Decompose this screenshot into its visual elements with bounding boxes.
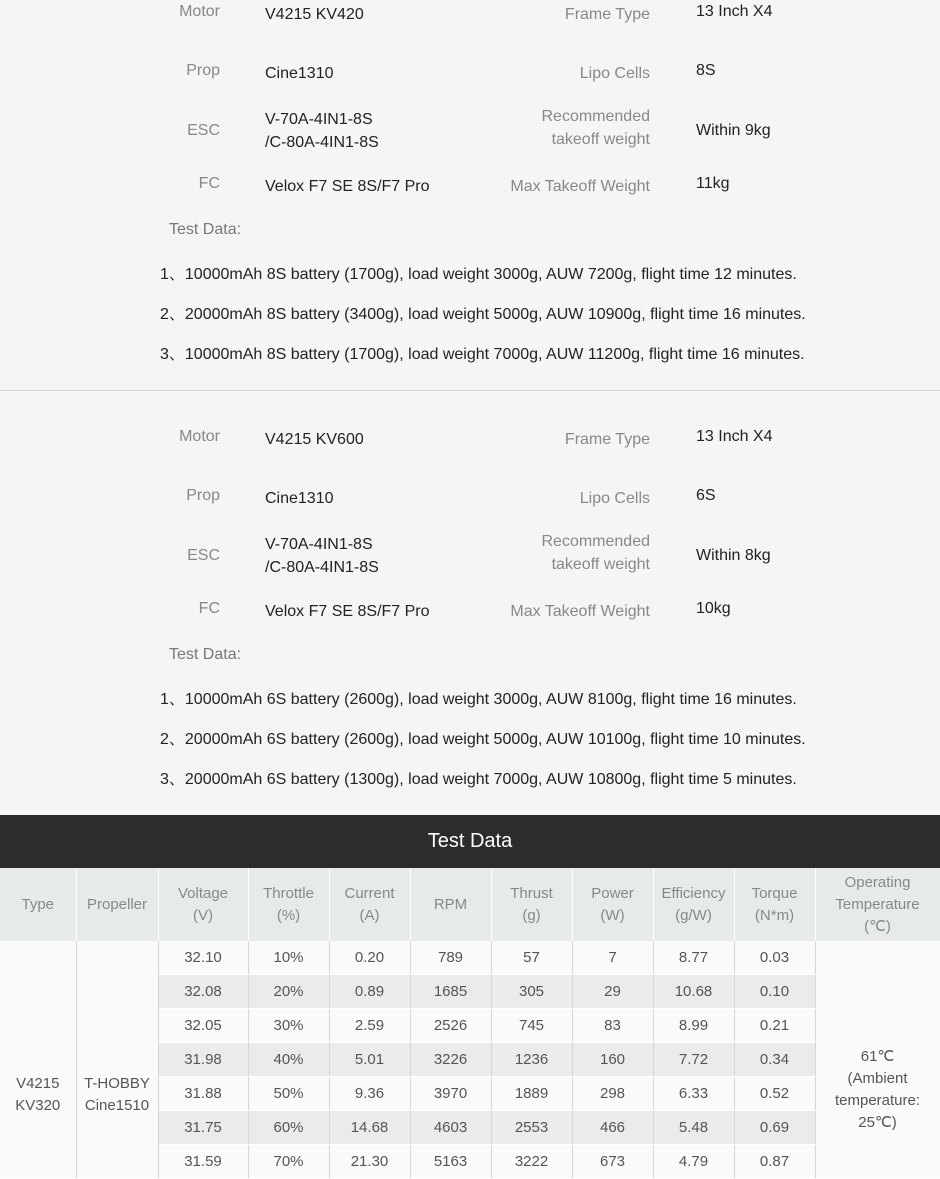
header-operating-temperature: Operating Temperature (℃) bbox=[815, 868, 940, 941]
test-data-line: 3、10000mAh 8S battery (1700g), load weight 7000g, AUW 11200g, flight time 16 minutes. bbox=[160, 346, 805, 363]
efficiency-cell: 6.33 bbox=[653, 1077, 734, 1111]
efficiency-cell: 8.99 bbox=[653, 1009, 734, 1043]
power-cell: 29 bbox=[572, 975, 653, 1009]
thrust-cell: 1236 bbox=[491, 1043, 572, 1077]
recommended-weight-label bbox=[430, 105, 650, 151]
power-cell: 673 bbox=[572, 1145, 653, 1179]
header-thrust: Thrust (g) bbox=[491, 868, 572, 941]
rpm-cell: 3970 bbox=[410, 1077, 491, 1111]
motor-value: V4215 KV600 bbox=[265, 431, 364, 448]
fc-value: Velox F7 SE 8S/F7 Pro bbox=[265, 178, 430, 195]
header-throttle: Throttle (%) bbox=[248, 868, 329, 941]
voltage-cell: 32.05 bbox=[158, 1009, 248, 1043]
thrust-cell: 57 bbox=[491, 941, 572, 975]
recommended-weight-label-line1: Recommended bbox=[541, 108, 650, 125]
header-voltage: Voltage (V) bbox=[158, 868, 248, 941]
table-header-row bbox=[0, 868, 940, 941]
throttle-cell: 20% bbox=[248, 975, 329, 1009]
header-type: Type bbox=[0, 868, 76, 941]
motor-label: Motor bbox=[179, 428, 220, 445]
operating-temperature-cell: 61℃ (Ambient temperature: 25℃) bbox=[815, 941, 940, 1179]
throttle-cell: 40% bbox=[248, 1043, 329, 1077]
section-divider bbox=[0, 390, 940, 391]
recommended-weight-value: Within 9kg bbox=[696, 122, 771, 139]
max-takeoff-weight-value: 10kg bbox=[696, 600, 731, 617]
test-data-label: Test Data: bbox=[169, 646, 242, 663]
voltage-cell: 31.88 bbox=[158, 1077, 248, 1111]
fc-label: FC bbox=[198, 175, 220, 192]
test-data-line: 2、20000mAh 6S battery (2600g), load weight 5000g, AUW 10100g, flight time 10 minutes. bbox=[160, 731, 806, 748]
prop-value: Cine1310 bbox=[265, 65, 334, 82]
header-propeller: Propeller bbox=[76, 868, 158, 941]
esc-value-line1: V-70A-4IN1-8S bbox=[265, 111, 373, 128]
torque-cell: 0.10 bbox=[734, 975, 815, 1009]
voltage-cell: 31.75 bbox=[158, 1111, 248, 1145]
efficiency-cell: 5.48 bbox=[653, 1111, 734, 1145]
esc-value-line2: /C-80A-4IN1-8S bbox=[265, 134, 379, 151]
header-current: Current (A) bbox=[329, 868, 410, 941]
torque-cell: 0.69 bbox=[734, 1111, 815, 1145]
current-cell: 14.68 bbox=[329, 1111, 410, 1145]
test-data-line: 2、20000mAh 8S battery (3400g), load weight 5000g, AUW 10900g, flight time 16 minutes. bbox=[160, 306, 806, 323]
rpm-cell: 789 bbox=[410, 941, 491, 975]
voltage-cell: 31.98 bbox=[158, 1043, 248, 1077]
max-takeoff-weight-value: 11kg bbox=[696, 175, 730, 192]
prop-value: Cine1310 bbox=[265, 490, 334, 507]
frame-type-value: 13 Inch X4 bbox=[696, 428, 773, 445]
efficiency-cell: 7.72 bbox=[653, 1043, 734, 1077]
header-efficiency: Efficiency (g/W) bbox=[653, 868, 734, 941]
power-cell: 83 bbox=[572, 1009, 653, 1043]
torque-cell: 0.21 bbox=[734, 1009, 815, 1043]
max-takeoff-weight-label: Max Takeoff Weight bbox=[510, 178, 650, 195]
propeller-cell: T-HOBBY Cine1510 bbox=[76, 941, 158, 1179]
power-cell: 7 bbox=[572, 941, 653, 975]
current-cell: 2.59 bbox=[329, 1009, 410, 1043]
test-data-title-bar bbox=[0, 815, 940, 868]
thrust-cell: 305 bbox=[491, 975, 572, 1009]
table-row bbox=[0, 941, 940, 975]
torque-cell: 0.87 bbox=[734, 1145, 815, 1179]
prop-label: Prop bbox=[186, 487, 220, 504]
frame-type-label: Frame Type bbox=[564, 6, 650, 23]
thrust-cell: 1889 bbox=[491, 1077, 572, 1111]
rpm-cell: 1685 bbox=[410, 975, 491, 1009]
efficiency-cell: 10.68 bbox=[653, 975, 734, 1009]
rpm-cell: 4603 bbox=[410, 1111, 491, 1145]
test-data-line: 1、10000mAh 8S battery (1700g), load weight 3000g, AUW 7200g, flight time 12 minutes. bbox=[160, 266, 797, 283]
voltage-cell: 32.08 bbox=[158, 975, 248, 1009]
fc-label: FC bbox=[198, 600, 220, 617]
throttle-cell: 60% bbox=[248, 1111, 329, 1145]
voltage-cell: 31.59 bbox=[158, 1145, 248, 1179]
esc-value-line2: /C-80A-4IN1-8S bbox=[265, 559, 379, 576]
recommended-weight-label-line2: takeoff weight bbox=[551, 556, 650, 573]
motor-label: Motor bbox=[179, 3, 220, 20]
thrust-cell: 3222 bbox=[491, 1145, 572, 1179]
throttle-cell: 30% bbox=[248, 1009, 329, 1043]
test-data-line: 1、10000mAh 6S battery (2600g), load weight 3000g, AUW 8100g, flight time 16 minutes. bbox=[160, 691, 797, 708]
torque-cell: 0.52 bbox=[734, 1077, 815, 1111]
rpm-cell: 5163 bbox=[410, 1145, 491, 1179]
esc-value-line1: V-70A-4IN1-8S bbox=[265, 536, 373, 553]
test-data-label: Test Data: bbox=[169, 221, 242, 238]
lipo-cells-value: 6S bbox=[696, 487, 716, 504]
current-cell: 5.01 bbox=[329, 1043, 410, 1077]
fc-value: Velox F7 SE 8S/F7 Pro bbox=[265, 603, 430, 620]
power-cell: 298 bbox=[572, 1077, 653, 1111]
rpm-cell: 3226 bbox=[410, 1043, 491, 1077]
max-takeoff-weight-label: Max Takeoff Weight bbox=[510, 603, 650, 620]
recommended-weight-label-line1: Recommended bbox=[541, 533, 650, 550]
rpm-cell: 2526 bbox=[410, 1009, 491, 1043]
throttle-cell: 70% bbox=[248, 1145, 329, 1179]
torque-cell: 0.03 bbox=[734, 941, 815, 975]
efficiency-cell: 8.77 bbox=[653, 941, 734, 975]
esc-label: ESC bbox=[187, 122, 220, 139]
throttle-cell: 50% bbox=[248, 1077, 329, 1111]
power-cell: 160 bbox=[572, 1043, 653, 1077]
recommended-weight-label-line2: takeoff weight bbox=[551, 131, 650, 148]
efficiency-cell: 4.79 bbox=[653, 1145, 734, 1179]
motor-value: V4215 KV420 bbox=[265, 6, 364, 23]
current-cell: 9.36 bbox=[329, 1077, 410, 1111]
header-rpm: RPM bbox=[410, 868, 491, 941]
current-cell: 0.20 bbox=[329, 941, 410, 975]
recommended-weight-value: Within 8kg bbox=[696, 547, 771, 564]
frame-type-value: 13 Inch X4 bbox=[696, 3, 773, 20]
throttle-cell: 10% bbox=[248, 941, 329, 975]
recommended-weight-label bbox=[430, 530, 650, 576]
voltage-cell: 32.10 bbox=[158, 941, 248, 975]
prop-label: Prop bbox=[186, 62, 220, 79]
test-data-line: 3、20000mAh 6S battery (1300g), load weight 7000g, AUW 10800g, flight time 5 minutes. bbox=[160, 771, 797, 788]
test-data-table bbox=[0, 868, 940, 1179]
lipo-cells-label: Lipo Cells bbox=[579, 65, 650, 82]
current-cell: 0.89 bbox=[329, 975, 410, 1009]
current-cell: 21.30 bbox=[329, 1145, 410, 1179]
torque-cell: 0.34 bbox=[734, 1043, 815, 1077]
frame-type-label: Frame Type bbox=[564, 431, 650, 448]
lipo-cells-value: 8S bbox=[696, 62, 716, 79]
header-torque: Torque (N*m) bbox=[734, 868, 815, 941]
header-power: Power (W) bbox=[572, 868, 653, 941]
type-cell: V4215 KV320 bbox=[0, 941, 76, 1179]
lipo-cells-label: Lipo Cells bbox=[579, 490, 650, 507]
thrust-cell: 2553 bbox=[491, 1111, 572, 1145]
test-data-title: Test Data bbox=[427, 830, 513, 852]
esc-label: ESC bbox=[187, 547, 220, 564]
power-cell: 466 bbox=[572, 1111, 653, 1145]
thrust-cell: 745 bbox=[491, 1009, 572, 1043]
